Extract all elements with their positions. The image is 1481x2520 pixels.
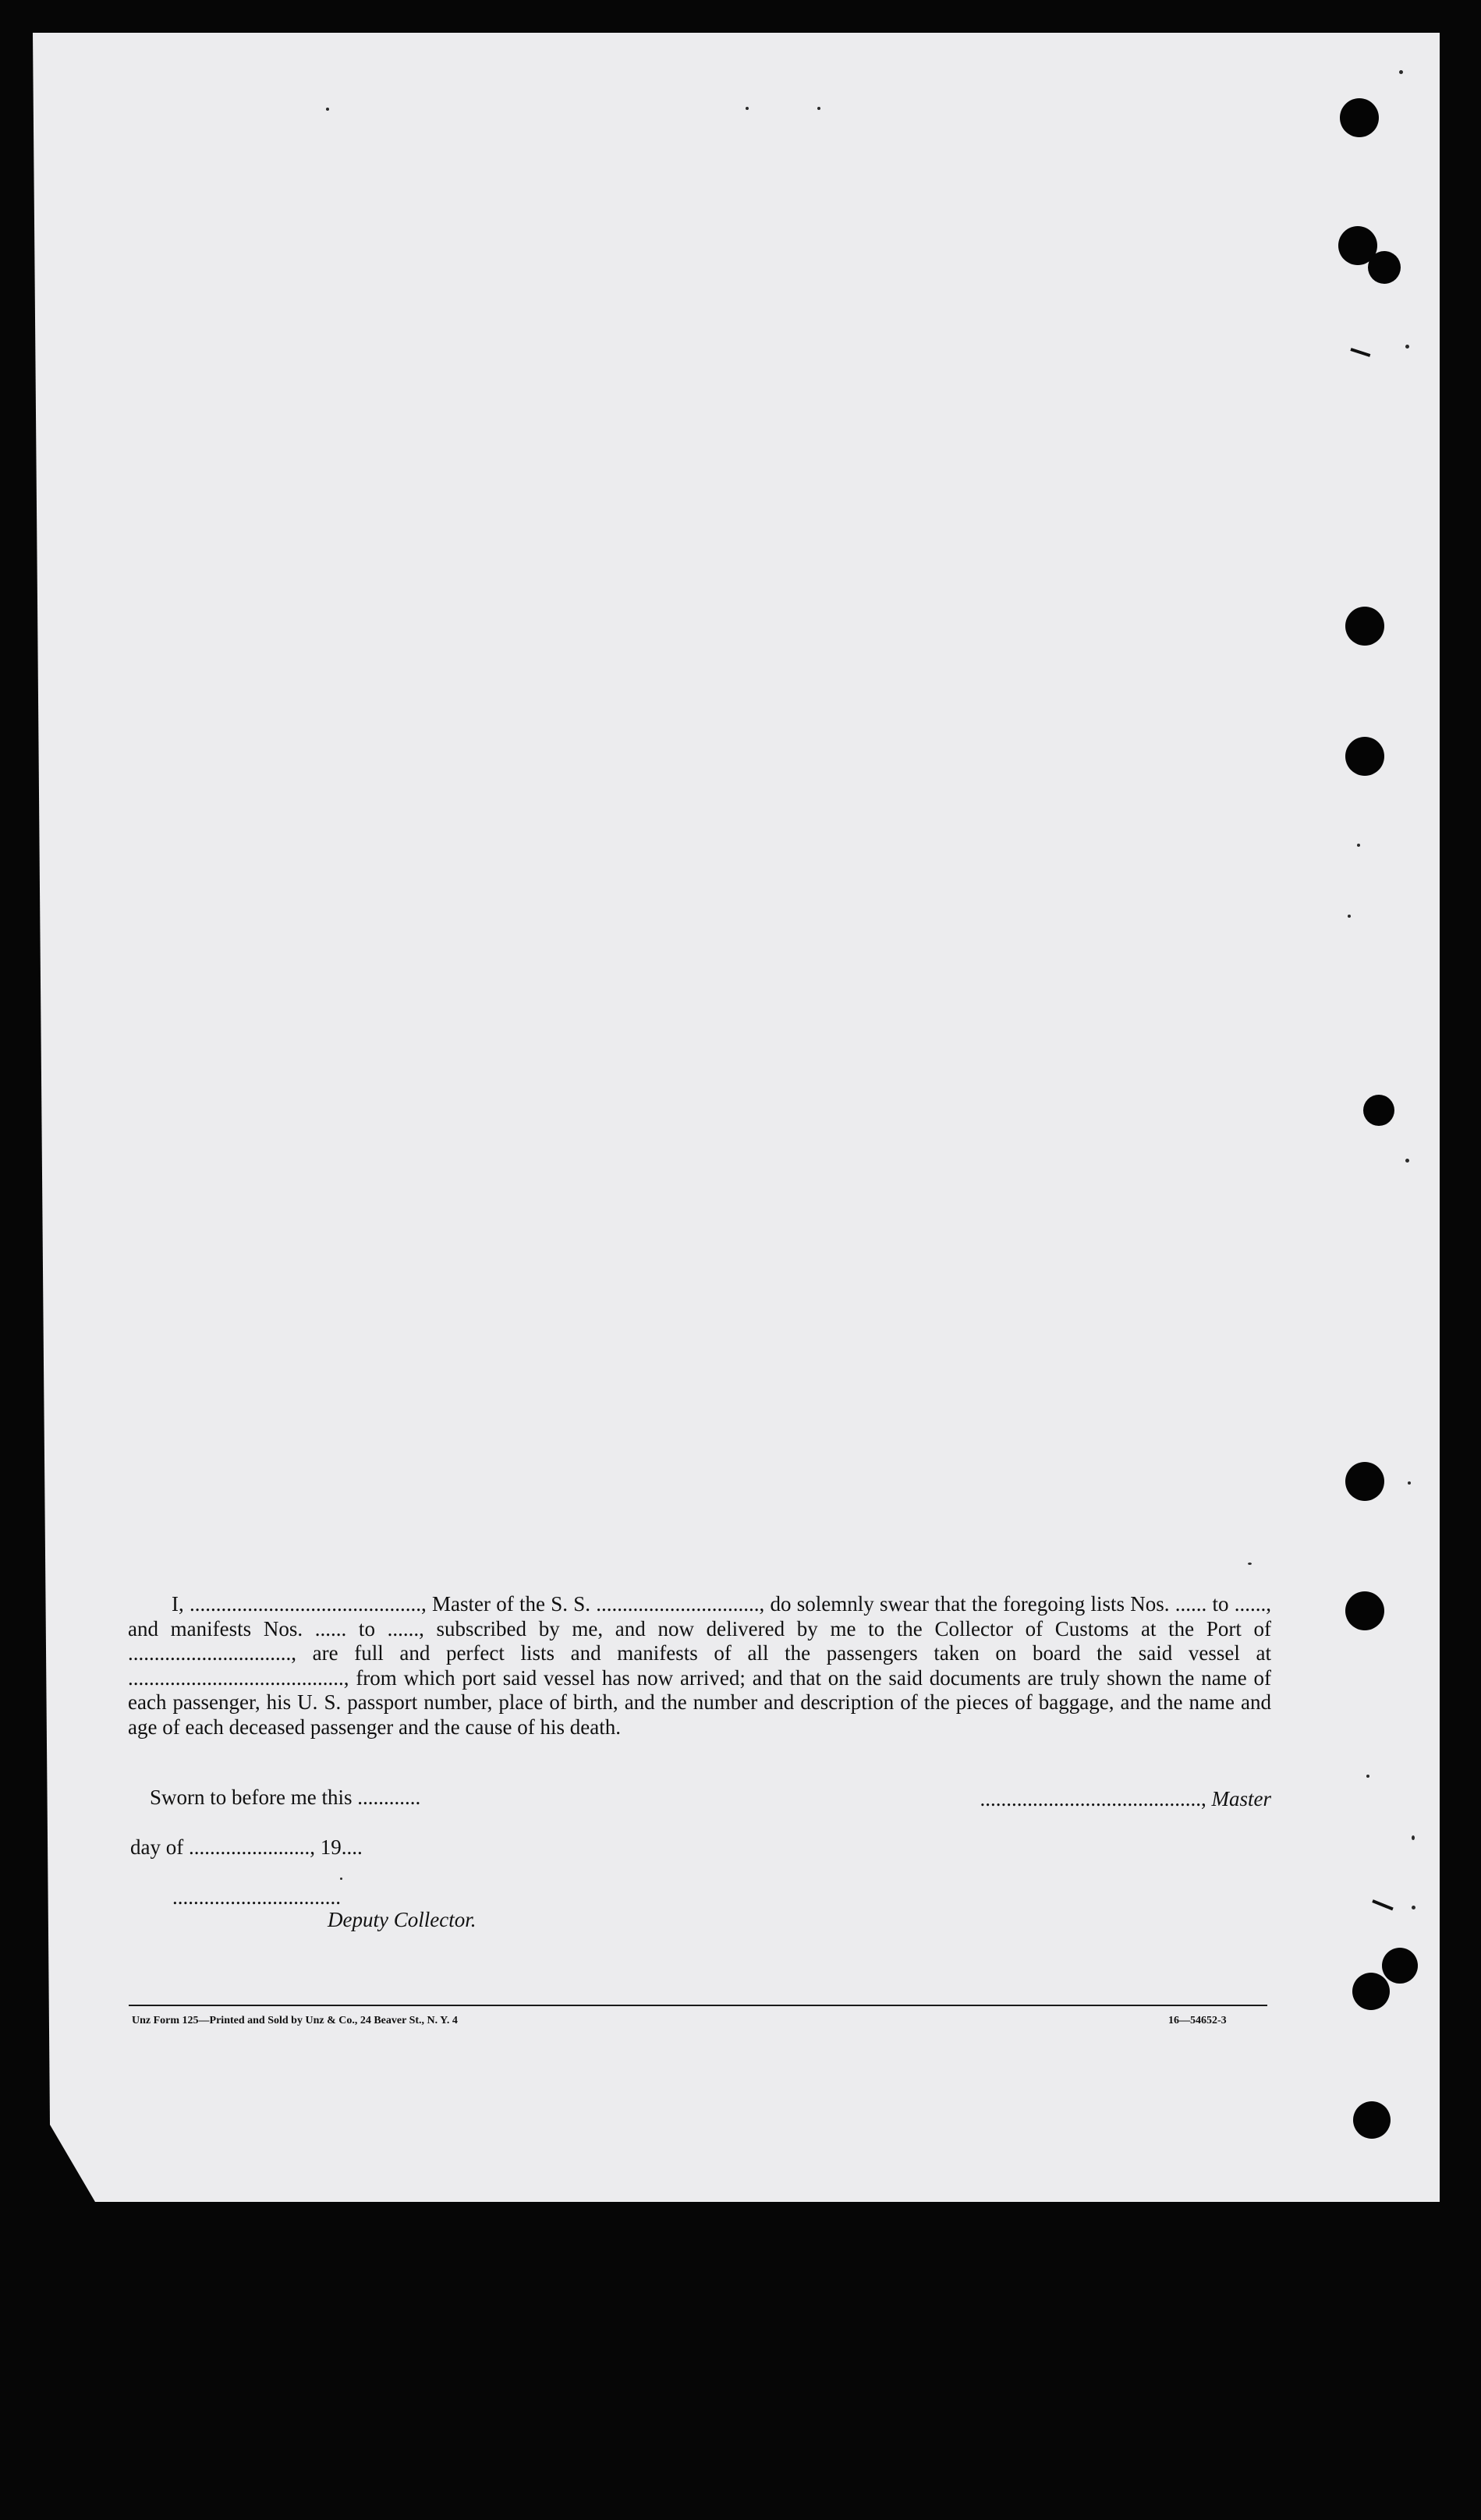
deputy-signature-dots: ................................ xyxy=(172,1885,341,1909)
punch-hole xyxy=(1340,98,1379,137)
punch-hole xyxy=(1382,1948,1418,1984)
speck xyxy=(746,107,749,110)
footer-rule xyxy=(129,2005,1267,2006)
speck xyxy=(1366,1775,1369,1778)
speck xyxy=(1399,70,1403,74)
speck xyxy=(340,1878,342,1880)
date-line: day of ......................., 19.... xyxy=(130,1835,363,1859)
form-number: 16—54652-3 xyxy=(1168,2015,1227,2026)
punch-hole xyxy=(1345,737,1384,776)
speck xyxy=(1408,1481,1411,1485)
speck xyxy=(1412,1835,1415,1840)
printer-credit: Unz Form 125—Printed and Sold by Unz & Co., 24 Beaver St., N. Y. 4 xyxy=(132,2015,458,2026)
punch-hole xyxy=(1363,1095,1394,1126)
master-label: Master xyxy=(1211,1787,1271,1810)
document-page xyxy=(33,33,1440,2202)
punch-hole xyxy=(1368,251,1401,284)
speck xyxy=(1248,1563,1252,1565)
punch-hole xyxy=(1352,1973,1390,2010)
oath-text: I, ............................................, Master of the S. S. ..............................., do solemnly swear that the foregoing lists Nos. ...... to ......, and manifests Nos. ...... to ......, subscribed by me, and now delivered by me to the Collector of Customs at the Port of ..............................., are full and perfect lists and manifests of all the passengers taken on board the said vessel at ........................................., from which port said vessel has now arrived; and that on the said documents are truly shown the name of each passenger, his U. S. passport number, place of birth, and the number and description of the pieces of baggage, and the name and age of each deceased passenger and the cause of his death. xyxy=(128,1592,1271,1739)
speck xyxy=(326,108,329,111)
scratch-mark xyxy=(1372,1899,1393,1910)
sworn-before-line: Sworn to before me this ............ xyxy=(150,1786,421,1809)
speck xyxy=(817,107,820,110)
speck xyxy=(1348,915,1351,918)
speck xyxy=(1405,1159,1409,1163)
master-signature-dots: .........................................., xyxy=(980,1787,1206,1810)
punch-hole xyxy=(1353,2101,1391,2139)
oath-paragraph xyxy=(128,1592,1271,1740)
punch-hole xyxy=(1345,1591,1384,1630)
deputy-collector-label: Deputy Collector. xyxy=(328,1908,477,1931)
scratch-mark xyxy=(1350,348,1370,357)
master-signature-line xyxy=(764,1787,1271,1811)
speck xyxy=(1357,844,1360,847)
speck xyxy=(1412,1906,1415,1909)
punch-hole xyxy=(1345,1462,1384,1501)
punch-hole xyxy=(1345,607,1384,646)
speck xyxy=(1405,345,1409,349)
